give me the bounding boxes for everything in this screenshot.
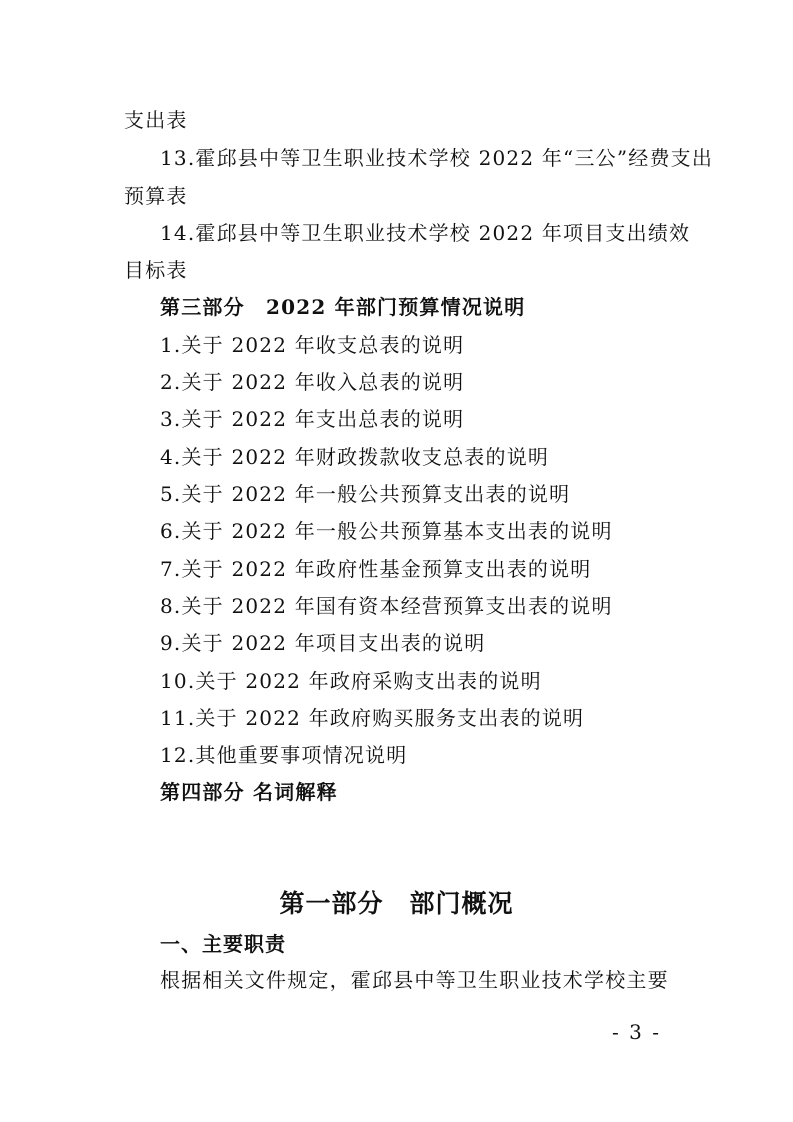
toc-part4-heading: 第四部分 名词解释: [160, 780, 338, 804]
toc-line-13-cont: 预算表: [124, 184, 188, 208]
toc-item-6: 6.关于 2022 年一般公共预算基本支出表的说明: [160, 519, 613, 543]
toc-item-5: 5.关于 2022 年一般公共预算支出表的说明: [160, 482, 571, 506]
section-heading: 一、主要职责: [160, 932, 286, 956]
toc-item-2: 2.关于 2022 年收入总表的说明: [160, 370, 465, 394]
toc-line-13: 13.霍邱县中等卫生职业技术学校 2022 年“三公”经费支出: [160, 146, 714, 170]
body-paragraph: 根据相关文件规定，霍邱县中等卫生职业技术学校主要: [160, 968, 669, 992]
toc-line-14-cont: 目标表: [124, 258, 188, 282]
toc-item-9: 9.关于 2022 年项目支出表的说明: [160, 631, 486, 655]
section-title: 第一部分 部门概况: [279, 889, 514, 918]
toc-part3-heading: 第三部分 2022 年部门预算情况说明: [160, 295, 526, 319]
toc-item-3: 3.关于 2022 年支出总表的说明: [160, 407, 465, 431]
toc-item-10: 10.关于 2022 年政府采购支出表的说明: [160, 669, 542, 693]
toc-item-11: 11.关于 2022 年政府购买服务支出表的说明: [160, 706, 585, 730]
toc-item-7: 7.关于 2022 年政府性基金预算支出表的说明: [160, 557, 592, 581]
toc-line-14: 14.霍邱县中等卫生职业技术学校 2022 年项目支出绩效: [160, 221, 691, 245]
toc-item-1: 1.关于 2022 年收支总表的说明: [160, 333, 465, 357]
toc-item-4: 4.关于 2022 年财政拨款收支总表的说明: [160, 445, 550, 469]
toc-item-12: 12.其他重要事项情况说明: [160, 743, 408, 767]
page-number: - 3 -: [612, 1020, 661, 1044]
toc-line-continuation: 支出表: [124, 108, 188, 132]
toc-item-8: 8.关于 2022 年国有资本经营预算支出表的说明: [160, 594, 613, 618]
